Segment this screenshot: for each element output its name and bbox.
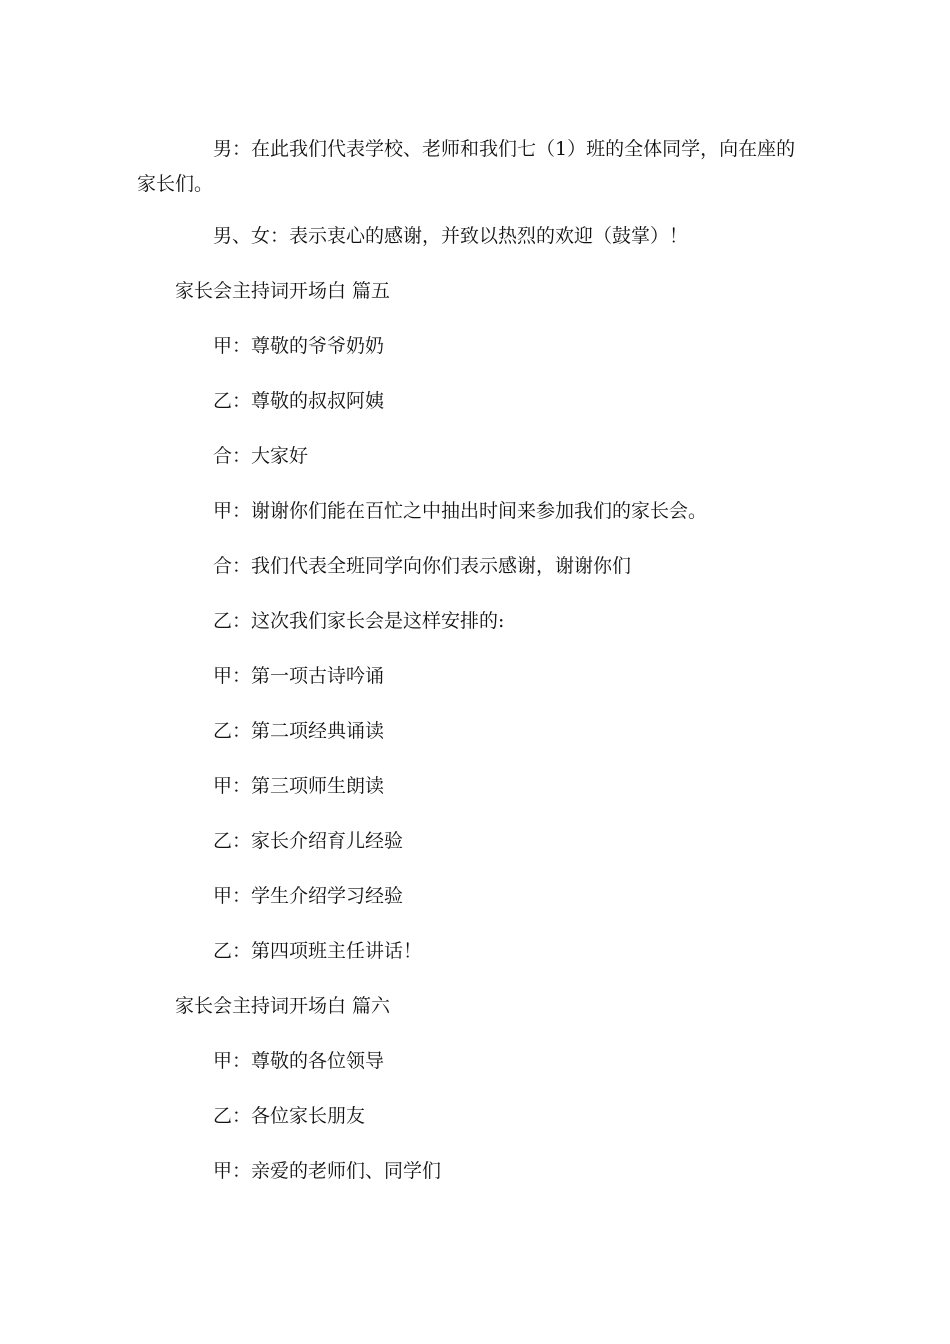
- paragraph-line: 甲：尊敬的爷爷奶奶: [213, 335, 385, 357]
- paragraph-line: 乙：这次我们家长会是这样安排的:: [213, 610, 505, 632]
- paragraph-line: 乙：第四项班主任讲话！: [213, 940, 423, 962]
- paragraph-line: 甲：第一项古诗吟诵: [213, 665, 385, 687]
- paragraph-line: 甲：尊敬的各位领导: [213, 1050, 385, 1072]
- section-heading: 家长会主持词开场白 篇六: [175, 995, 391, 1017]
- paragraph-line: 乙：家长介绍育儿经验: [213, 830, 404, 852]
- paragraph-line: 乙：尊敬的叔叔阿姨: [213, 390, 385, 412]
- paragraph-line: 合：大家好: [213, 445, 309, 467]
- section-heading: 家长会主持词开场白 篇五: [175, 280, 391, 302]
- paragraph-line: 男：在此我们代表学校、老师和我们七（1）班的全体同学，向在座的: [213, 138, 796, 160]
- paragraph-line: 乙：第二项经典诵读: [213, 720, 385, 742]
- paragraph-line: 乙：各位家长朋友: [213, 1105, 366, 1127]
- paragraph-line: 合：我们代表全班同学向你们表示感谢，谢谢你们: [213, 555, 632, 577]
- paragraph-line: 甲：谢谢你们能在百忙之中抽出时间来参加我们的家长会。: [213, 500, 708, 522]
- paragraph-line: 家长们。: [137, 173, 214, 195]
- paragraph-line: 男、女：表示衷心的感谢，并致以热烈的欢迎（鼓掌）！: [213, 225, 689, 247]
- paragraph-line: 甲：第三项师生朗读: [213, 775, 385, 797]
- paragraph-line: 甲：学生介绍学习经验: [213, 885, 404, 907]
- paragraph-line: 甲：亲爱的老师们、同学们: [213, 1160, 442, 1182]
